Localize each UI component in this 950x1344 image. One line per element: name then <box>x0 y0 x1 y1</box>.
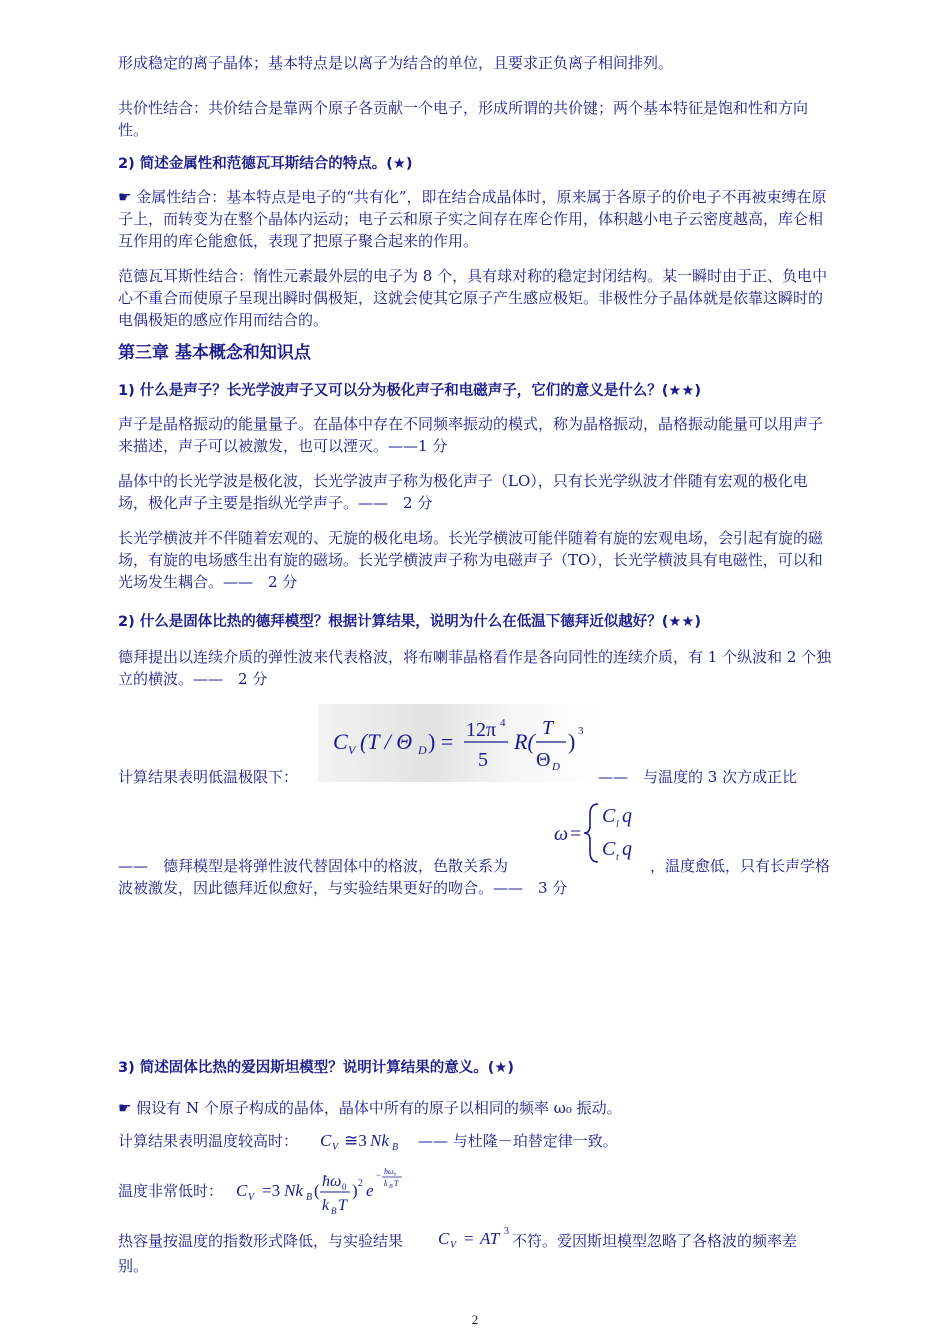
svg-text:ħω₀: ħω₀ <box>384 1167 397 1176</box>
debye-formula <box>318 704 598 782</box>
svg-text:Nk: Nk <box>284 1181 303 1200</box>
einstein-low-temp-formula <box>236 1160 416 1220</box>
einstein-high-temp-formula <box>320 1126 420 1154</box>
svg-text:ω: ω <box>554 823 569 845</box>
svg-text:C: C <box>438 1229 450 1248</box>
debye-formula-svg <box>318 704 598 782</box>
svg-text:Nk: Nk <box>370 1131 389 1150</box>
einstein-high-temp-left: 计算结果表明温度较高时： <box>118 1132 299 1150</box>
svg-text:T: T <box>338 1197 347 1214</box>
svg-text:B: B <box>306 1192 313 1203</box>
einstein-low-formula-svg <box>236 1160 416 1220</box>
svg-text:=: = <box>464 1229 474 1248</box>
svg-text:T: T <box>542 717 554 739</box>
svg-text:−: − <box>376 1170 382 1180</box>
debye-dispersion-line2: 波被激发，因此德拜近似愈好，与实验结果更好的吻合。—— 3 分 <box>118 879 568 897</box>
svg-text:V: V <box>450 1240 457 1251</box>
svg-text:q: q <box>622 838 632 860</box>
svg-text:R(: R( <box>514 729 535 754</box>
debye-low-temp-right: —— 与温度的 3 次方成正比 <box>598 768 798 786</box>
svg-text:2: 2 <box>358 1178 363 1189</box>
einstein-high-formula-svg <box>320 1126 420 1154</box>
svg-text:3: 3 <box>578 725 584 737</box>
debye-dispersion-right: ，温度愈低，只有长声学格 <box>650 857 831 875</box>
svg-text:) =: ) = <box>428 729 454 754</box>
svg-text:t: t <box>616 852 619 863</box>
svg-text:B: B <box>389 1184 393 1190</box>
svg-text:4: 4 <box>500 717 506 729</box>
einstein-low-temp-left: 温度非常低时： <box>118 1182 224 1200</box>
question-einstein: 3) 简述固体比热的爱因斯坦模型？说明计算结果的意义。(★) <box>118 1060 515 1076</box>
svg-text:=3: =3 <box>262 1181 281 1200</box>
svg-text:Θ: Θ <box>536 749 551 771</box>
answer-debye-1: 德拜提出以连续介质的弹性波来代表格波，将布喇菲晶格看作是各向同性的连续介质，有 1 个纵波和 2 个独立的横波。—— 2 分 <box>118 648 832 688</box>
answer-phonon-3: 长光学横波并不伴随着宏观的、无旋的极化电场。长光学横波可能伴随着有旋的宏观电场，会引起有旋的磁场，有旋的电场感生出有旋的磁场。长光学横波声子称为电磁声子（TO），长光学横波具有电磁性，可以和光场发生耦合。—— 2 分 <box>118 529 824 591</box>
svg-text:12π: 12π <box>466 719 497 741</box>
svg-text:): ) <box>352 1181 358 1200</box>
svg-text:AT: AT <box>480 1229 500 1248</box>
page-number: 2 <box>471 1312 479 1327</box>
svg-text:l: l <box>616 819 619 830</box>
svg-text:C: C <box>320 1131 332 1150</box>
einstein-conclusion-line2: 别。 <box>118 1257 149 1275</box>
svg-text:≅3: ≅3 <box>344 1131 367 1150</box>
svg-text:5: 5 <box>478 749 488 771</box>
svg-text:D: D <box>418 743 427 757</box>
question-debye: 2) 什么是固体比热的德拜模型？根据计算结果，说明为什么在低温下德拜近似越好？(★★) <box>118 614 702 630</box>
paragraph-vdw: 范德瓦耳斯性结合：惰性元素最外层的电子为 8 个，具有球对称的稳定封闭结构。某一瞬时由于正、负电中心不重合而使原子呈现出瞬时偶极矩，这就会使其它原子产生感应极矩。非极性分子晶体就是依靠这瞬时的电偶极矩的感应作用而结合的。 <box>118 267 828 329</box>
svg-text:3: 3 <box>504 1226 509 1237</box>
debye-dispersion-left: —— 德拜模型是将弹性波代替固体中的格波，色散关系为 <box>118 857 509 875</box>
svg-text:B: B <box>392 1142 399 1153</box>
answer-einstein-1: ☛ 假设有 N 个原子构成的晶体，晶体中所有的原子以相同的频率 ω₀ 振动。 <box>118 1099 622 1117</box>
question-phonon: 1) 什么是声子？长光学波声子又可以分为极化声子和电磁声子，它们的意义是什么？(★★) <box>118 383 702 399</box>
svg-text:T: T <box>394 1179 399 1188</box>
svg-text:B: B <box>331 1206 337 1216</box>
dispersion-formula <box>552 800 646 866</box>
answer-phonon-1: 声子是晶格振动的能量量子。在晶体中存在不同频率振动的模式，称为晶格振动，晶格振动能量可以用声子来描述，声子可以被激发，也可以湮灭。——1 分 <box>118 415 824 455</box>
einstein-conclusion-left: 热容量按温度的指数形式降低，与实验结果 <box>118 1232 404 1250</box>
paragraph-covalent: 共价性结合：共价结合是靠两个原子各贡献一个电子，形成所谓的共价键；两个基本特征是饱和性和方向性。 <box>118 99 809 139</box>
svg-text:D: D <box>552 761 560 773</box>
svg-text:q: q <box>622 805 632 827</box>
debye-low-temp-left: 计算结果表明低温极限下： <box>118 768 299 786</box>
einstein-conclusion-right: 不符。爱因斯坦模型忽略了各格波的频率差 <box>512 1232 798 1250</box>
paragraph-ionic: 形成稳定的离子晶体；基本特点是以离子为结合的单位，且要求正负离子相间排列。 <box>118 54 674 72</box>
svg-text:k: k <box>322 1197 330 1214</box>
svg-text:k: k <box>384 1179 388 1188</box>
svg-text:): ) <box>568 729 576 754</box>
dispersion-formula-svg <box>552 800 646 866</box>
svg-text:0: 0 <box>342 1182 347 1192</box>
svg-text:V: V <box>332 1142 339 1153</box>
answer-phonon-2: 晶体中的长光学波是极化波，长光学波声子称为极化声子（LO），只有长光学纵波才伴随有宏观的极化电场，极化声子主要是指纵光学声子。—— 2 分 <box>118 472 808 512</box>
svg-text:ħω: ħω <box>322 1173 342 1190</box>
chapter-title: 第三章 基本概念和知识点 <box>118 343 311 363</box>
svg-text:V: V <box>348 743 356 757</box>
einstein-high-temp-right: —— 与杜隆－珀替定律一致。 <box>418 1132 618 1150</box>
paragraph-metallic: ☛ 金属性结合：基本特点是电子的“共有化”，即在结合成晶体时，原来属于各原子的价电子不再被束缚在原子上，而转变为在整个晶体内运动；电子云和原子实之间存在库仑作用，体积越小电子云密度越高，库仑相互作用的库仑能愈低，表现了把原子聚合起来的作用。 <box>118 188 827 250</box>
svg-text:V: V <box>248 1192 255 1203</box>
svg-text:C: C <box>602 838 616 860</box>
svg-text:C: C <box>236 1181 248 1200</box>
svg-text:C: C <box>602 805 616 827</box>
question-metallic-vdw: 2) 简述金属性和范德瓦耳斯结合的特点。(★) <box>118 156 413 172</box>
svg-text:(T / Θ: (T / Θ <box>360 729 413 754</box>
svg-text:C: C <box>333 729 348 754</box>
svg-text:e: e <box>366 1181 374 1200</box>
svg-text:=: = <box>570 823 582 845</box>
svg-text:(: ( <box>314 1181 320 1200</box>
